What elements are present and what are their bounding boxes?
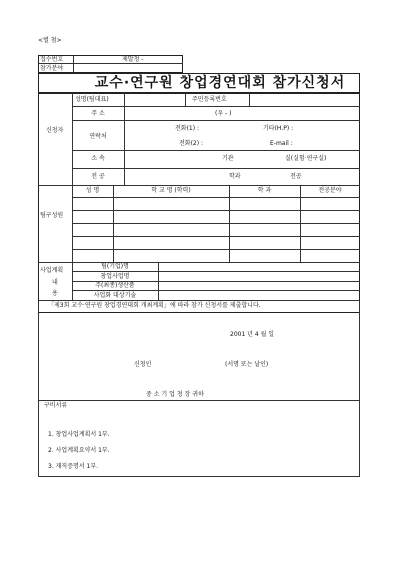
frame-bottom bbox=[38, 400, 360, 401]
name-row-divider bbox=[249, 93, 250, 106]
department-label: 학과 bbox=[229, 173, 241, 180]
receipt-col-divider bbox=[73, 55, 74, 73]
team-header-department: 학 과 bbox=[257, 187, 272, 194]
office-label: 실(실험·연구실) bbox=[285, 155, 327, 162]
receipt-divider bbox=[38, 63, 183, 64]
statement-text: 「제3회 교수·연구원 창업경연대회 개최계획」에 따라 참가 신청서를 제출합니다. bbox=[48, 302, 261, 309]
section-line bbox=[38, 300, 360, 301]
receipt-number-value: 제발청 - bbox=[122, 56, 144, 63]
plan-section-label-2: 내 bbox=[52, 279, 58, 286]
attachments-bottom bbox=[38, 476, 360, 477]
contact-label: 연락처 bbox=[89, 133, 107, 140]
row-line bbox=[72, 120, 360, 121]
team-header-major: 전공분야 bbox=[318, 187, 342, 194]
team-row bbox=[72, 236, 360, 237]
frame-right bbox=[359, 300, 360, 400]
attachment-item: 2. 사업계획요약서 1부. bbox=[48, 447, 110, 454]
date-line: 2001 년 4 월 일 bbox=[230, 331, 275, 338]
team-header-name: 성 명 bbox=[85, 187, 100, 194]
signer-label: 신청인 bbox=[134, 361, 152, 368]
team-row bbox=[72, 197, 360, 198]
applicant-section-label: 신청자 bbox=[46, 127, 64, 134]
receipt-field-label: 참가분야 bbox=[40, 65, 64, 72]
phone1-label: 전화(1) : bbox=[175, 125, 200, 132]
team-row bbox=[72, 249, 360, 250]
section-line bbox=[38, 185, 360, 186]
team-row bbox=[72, 223, 360, 224]
annex-label: <별 첨> bbox=[38, 37, 62, 44]
label-col-divider bbox=[124, 93, 125, 185]
plan-business-name-label: 창업사업명 bbox=[100, 273, 130, 280]
receipt-number-label: 접수번호 bbox=[40, 56, 64, 63]
address-label: 주 소 bbox=[91, 110, 105, 117]
plan-technology-label: 사업화 대상기술 bbox=[93, 292, 137, 299]
row-line bbox=[72, 168, 360, 169]
attachment-item: 1. 창업사업계획서 1부. bbox=[48, 431, 110, 438]
form-title: 교수·연구원 창업경연대회 참가신청서 bbox=[94, 75, 346, 91]
plan-section-label-3: 용 bbox=[52, 290, 58, 297]
email-label: E-mail : bbox=[270, 140, 293, 147]
team-section-label: 팀구성원 bbox=[40, 212, 64, 219]
major-label: 전 공 bbox=[91, 173, 105, 180]
plan-row bbox=[72, 271, 360, 272]
row-line bbox=[72, 150, 360, 151]
other-phone-label: 기타(H.P) : bbox=[263, 125, 294, 132]
plan-product-label: 주(최종)생산품 bbox=[95, 282, 135, 289]
institution-label: 기관 bbox=[222, 155, 234, 162]
affiliation-label: 소 속 bbox=[91, 155, 105, 162]
signature-hint: (서명 또는 날인) bbox=[225, 361, 269, 368]
name-label: 성명(팀대표) bbox=[75, 96, 109, 103]
resident-id-label: 주민등록번호 bbox=[192, 96, 227, 103]
plan-team-name-label: 팀(기업)명 bbox=[101, 263, 129, 270]
attachment-item: 3. 재직증명서 1부. bbox=[48, 463, 99, 470]
attachments-title: 구비서류 bbox=[44, 402, 68, 409]
frame-left bbox=[38, 300, 39, 400]
phone2-label: 전화(2) : bbox=[179, 140, 204, 147]
name-row-divider bbox=[185, 93, 186, 106]
plan-section-label-1: 사업계획 bbox=[40, 267, 64, 274]
team-header-school: 학 교 명 (학력) bbox=[151, 187, 191, 194]
team-row bbox=[72, 210, 360, 211]
attachments-left bbox=[38, 400, 39, 476]
major-short-label: 전공 bbox=[290, 173, 302, 180]
plan-row bbox=[72, 290, 360, 291]
postal-code: (우 - ) bbox=[215, 110, 232, 117]
row-line bbox=[72, 106, 360, 107]
recipient-text: 중 소 기 업 청 장 귀하 bbox=[146, 391, 204, 398]
attachments-right bbox=[359, 400, 360, 476]
